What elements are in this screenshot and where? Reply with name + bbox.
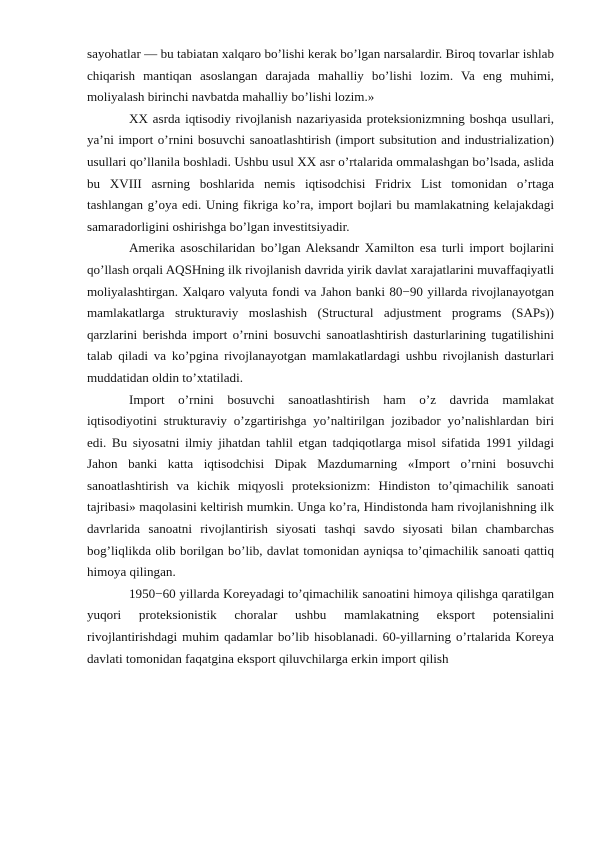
paragraph-korea: 1950−60 yillarda Koreyadagi to’qimachilik sanoatini himoya qilishga qaratilgan yuqori proteksionistik choralar ushbu mamlakatning eksport potensialini rivojlantirishdagi muhim qadamlar bo’lib hisoblanadi. 60-yillarning o’rtalarida Koreya davlati tomonidan faqatgina eksport qiluvchilarga erkin import qilish (87, 585, 554, 666)
paragraph-protectionism-methods: XX asrda iqtisodiy rivojlanish nazariyasida proteksionizmning boshqa usullari, ya’ni import o’rnini bosuvchi sanoatlashtirish (import subsitution and industrialization) usullari qo’llanila boshladi. Ushbu usul XX asr o’rtalarida ommalashgan bo’lsada, aslida bu XVIII asrning boshlarida nemis iqtisodchisi Fridrix List tomonidan o’rtaga tashlangan g’oya edi. Uning fikriga ko’ra, import bojlari bu mamlakatning kelajakdagi samaradorligini oshirishga bo’lgan investitsiyadir. (87, 110, 554, 234)
paragraph-import-substitution: Import o’rnini bosuvchi sanoatlashtirish ham o’z davrida mamlakat iqtisodiyotini strukturaviy o’zgartirishga yo’naltirilgan jozibador yo’nalishlardan biri edi. Bu siyosatni ilmiy jihatdan tahlil etgan tadqiqotlarga misol sifatida 1991 yildagi Jahon banki katta iqtisodchisi Dipak Mazdumarning «Import o’rnini bosuvchi sanoatlashtirish va kichik miqyosli proteksionizm: Hindiston to’qimachilik sanoati tajribasi» maqolasini keltirish mumkin. Unga ko’ra, Hindistonda ham rivojlanishning ilk davrlarida sanoatni rivojlantirish siyosati tashqi savdo siyosati bilan chambarchas bog’liqlikda olib borilgan bo’lib, davlat tomonidan ayniqsa to’qimachilik sanoati qattiq himoya qilingan. (87, 391, 554, 580)
paragraph-continuation: sayohatlar — bu tabiatan xalqaro bo’lishi kerak bo’lgan narsalardir. Biroq tovarlar ishlab chiqarish mantiqan asoslangan darajada mahalliy bo’lishi lozim. Va eng muhimi, moliyalash birinchi navbatda mahalliy bo’lishi lozim.» (87, 46, 554, 105)
paragraph-hamilton: Amerika asoschilaridan bo’lgan Aleksandr Xamilton esa turli import bojlarini qo’llash orqali AQSHning ilk rivojlanish davrida yirik davlat xarajatlarini muvaffaqiyatli moliyalashtirgan. Xalqaro valyuta fondi va Jahon banki 80−90 yillarda rivojlanayotgan mamlakatlarga strukturaviy moslashish (Structural adjustment programs (SAPs)) qarzlarini berishda import o’rnini bosuvchi sanoatlashtirish dasturlarining tugatilishini talab qiladi va ko’pgina rivojlanayotgan mamlakatlardagi ushbu rivojlanish dasturlari muddatidan oldin to’xtatiladi. (87, 240, 554, 385)
body-text (87, 43, 554, 669)
